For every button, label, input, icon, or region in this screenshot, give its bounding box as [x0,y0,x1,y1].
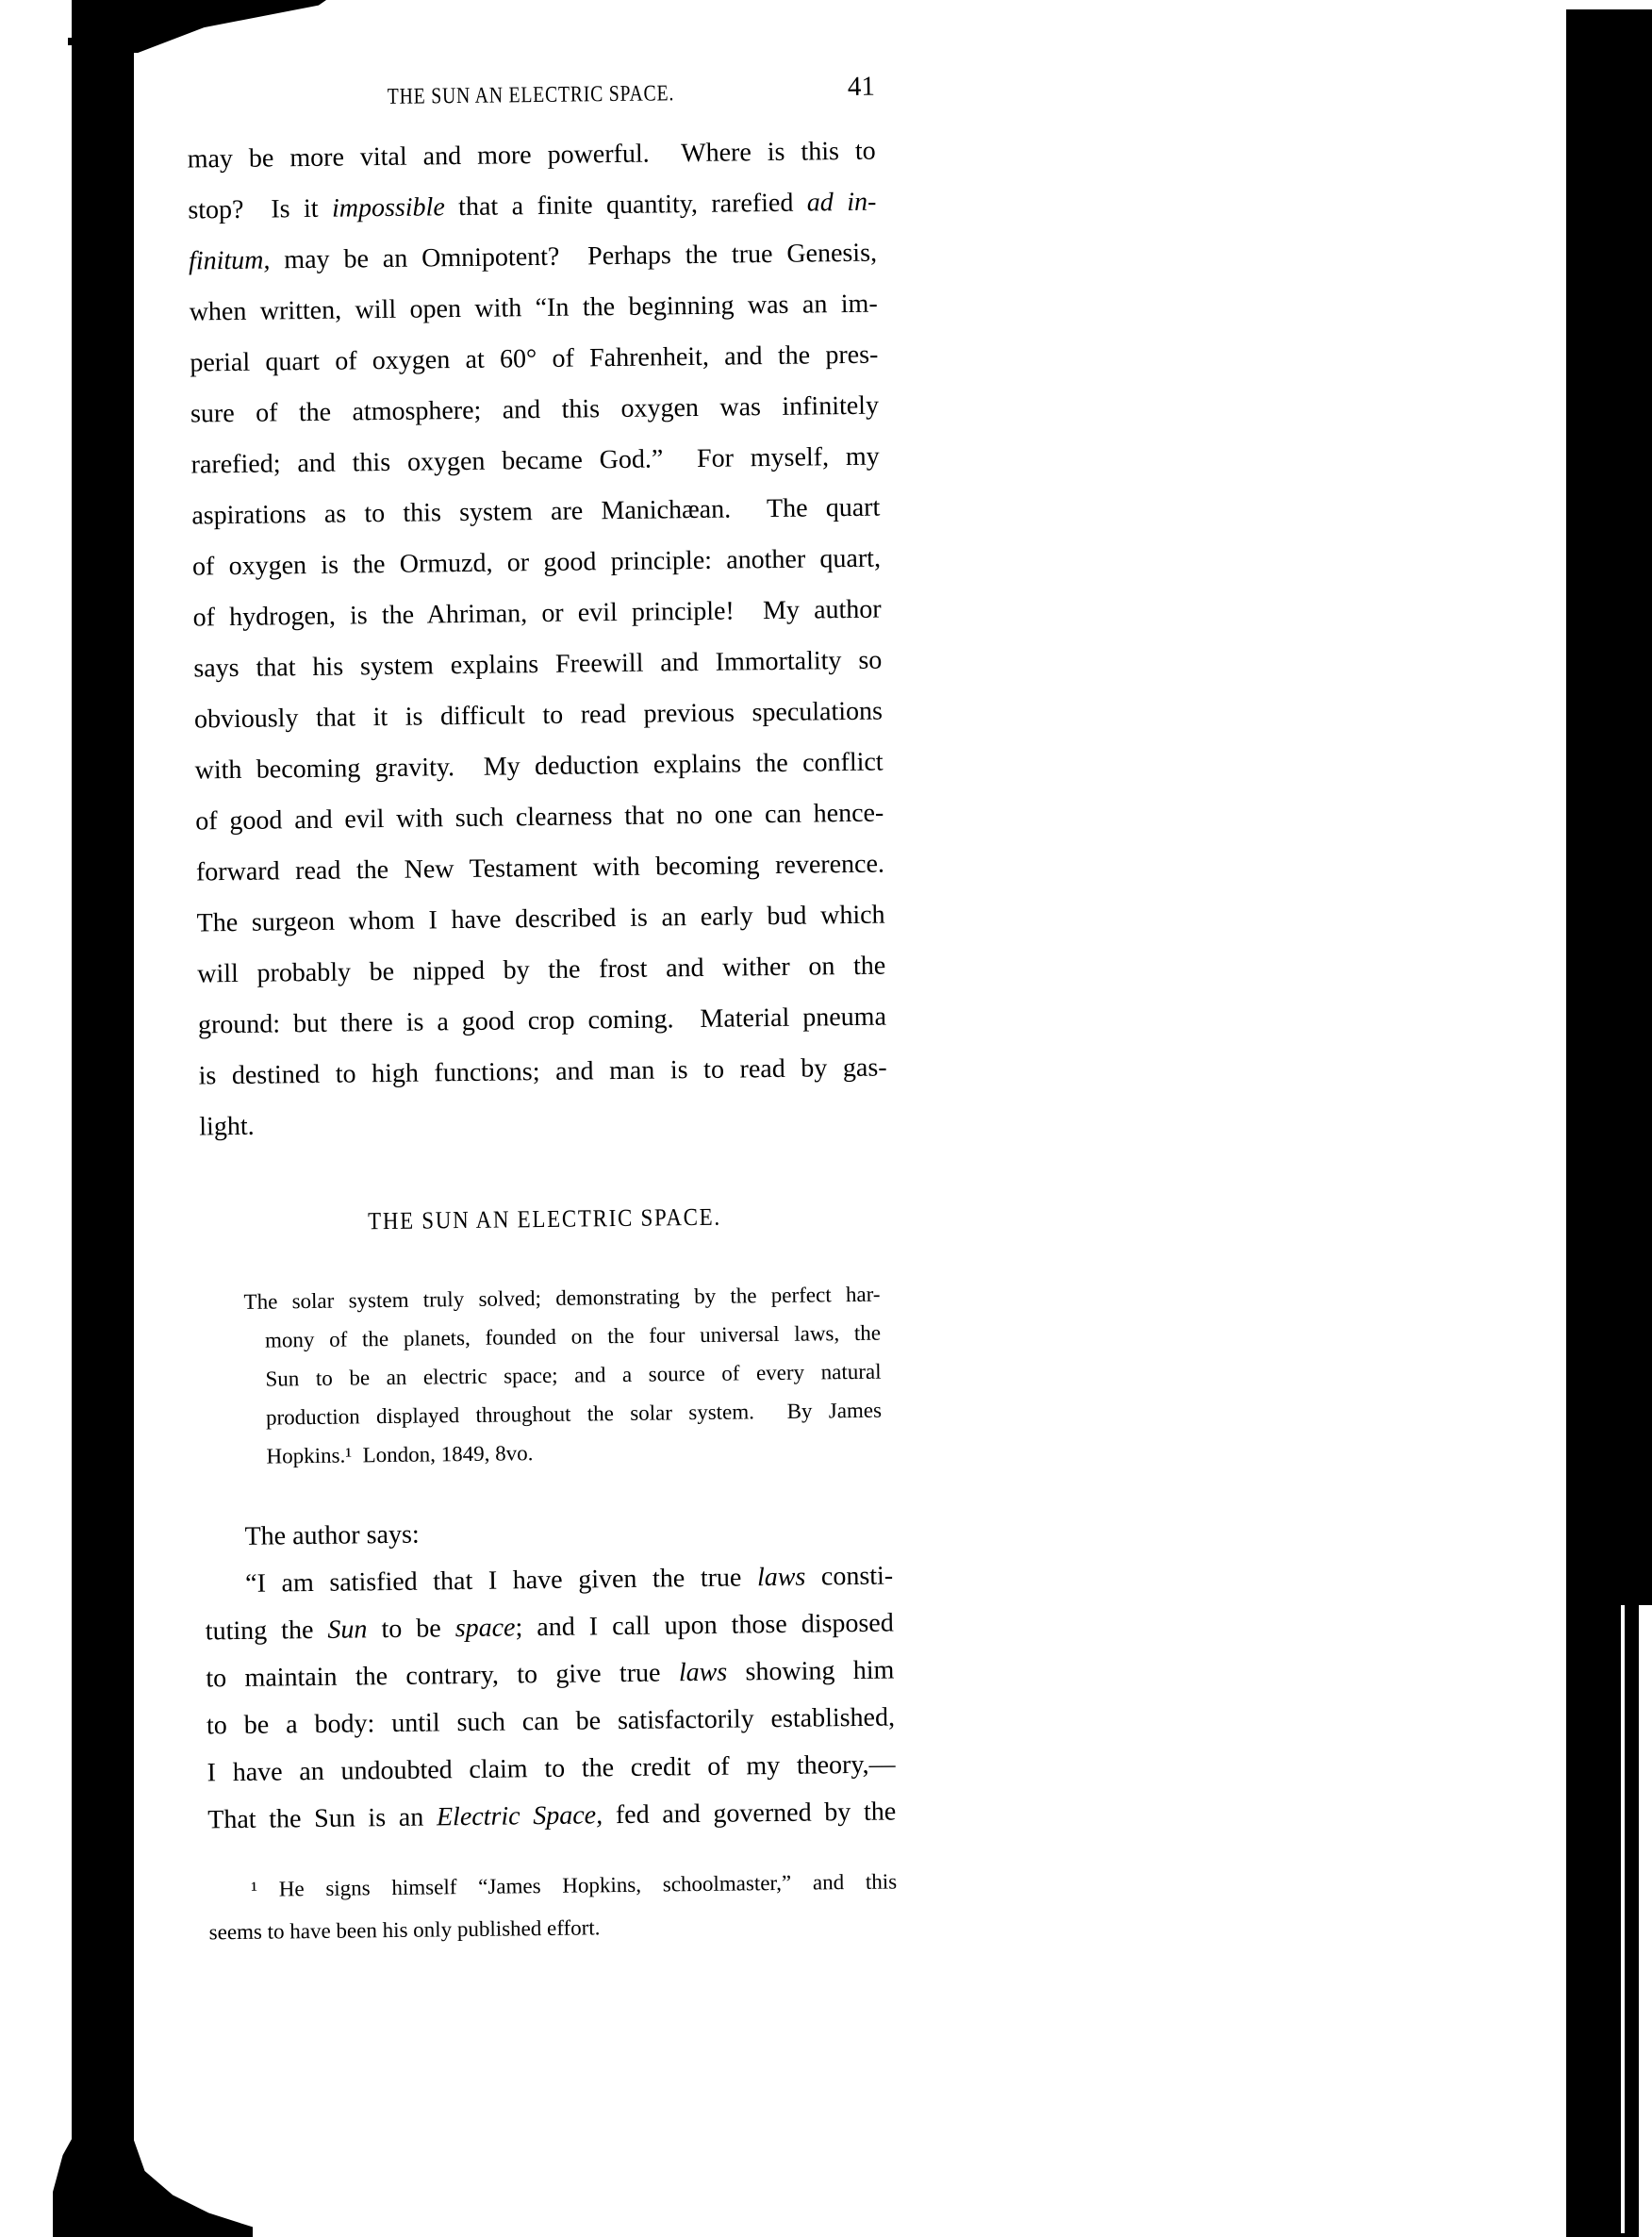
text-line: Sun to be an electric space; and a source of every natural [265,1359,882,1391]
text-line: ground: but there is a good crop coming. Material pneuma [197,1002,887,1040]
footnote [208,1860,898,1953]
text-line: to be a body: until such can be satisfactorily established, [206,1702,896,1741]
text-line: will probably be nipped by the frost and wither on the [197,951,886,989]
text-line: of hydrogen, is the Ahriman, or evil principle! My author [192,594,882,633]
quote-paragraph [205,1552,897,1844]
text-line: rarefied; and this oxygen became God.” For myself, my [190,441,880,480]
scan-page-curl-bottom-left [53,2137,253,2237]
text-line: I have an undoubted claim to the credit of my theory,— [206,1749,896,1788]
text-line: sure of the atmosphere; and this oxygen was infinitely [190,390,880,429]
paragraph-continuation [187,126,887,1153]
text-line: production displayed throughout the solar system. By James [265,1398,883,1430]
scan-edge-strip-gap [1621,1605,1625,2233]
page-number: 41 [847,71,876,102]
bibliographic-note [201,1275,891,1477]
text-line: forward read the New Testament with becoming reverence. [195,849,885,887]
text-line: light. [199,1111,255,1142]
text-line: may be more vital and more powerful. Where is this to [187,136,876,174]
text-line: “I am satisfied that I have given the true laws consti- [245,1561,894,1599]
scan-page-curl-top-left [72,0,326,53]
text-line: Hopkins.¹ London, 1849, 8vo. [266,1441,534,1468]
text-line: The solar system truly solved; demonstrating by the perfect har- [243,1282,881,1314]
text-line: of good and evil with such clearness that no one can hence- [195,798,884,837]
text-line: seems to have been his only published effort. [208,1915,601,1945]
text-line: when written, will open with “In the beginning was an im- [189,289,878,327]
text-line: aspirations as to this system are Manichæan. The quart [191,492,881,531]
section-heading: THE SUN AN ELECTRIC SPACE. [367,1202,722,1235]
text-line: to maintain the contrary, to give true laws showing him [206,1655,895,1694]
text-line: finitum, may be an Omnipotent? Perhaps the true Genesis, [188,238,878,276]
text-line: That the Sun is an Electric Space, fed and governed by the [207,1797,897,1835]
scan-edge-strip-right-upper [1639,9,1652,1605]
text-line: is destined to high functions; and man is to read by gas- [198,1052,887,1091]
running-header: THE SUN AN ELECTRIC SPACE. [387,81,675,109]
text-line: stop? Is it impossible that a finite quantity, rarefied ad in- [188,187,877,225]
text-line: says that his system explains Freewill and Immortality so [193,645,883,684]
text-line: of oxygen is the Ormuzd, or good principle: another quart, [191,543,882,582]
page-content [187,71,898,1954]
text-line: mony of the planets, founded on the four universal laws, the [264,1320,882,1352]
text-line: tuting the Sun to be space; and I call upon those disposed [205,1608,894,1647]
text-line: perial quart of oxygen at 60° of Fahrenheit, and the pres- [190,340,879,378]
scan-speck [68,38,73,45]
author-intro-line: The author says: [244,1519,420,1551]
text-line: ¹ He signs himself “James Hopkins, schoolmaster,” and this [251,1869,898,1901]
text-line: obviously that it is difficult to read previous speculations [193,696,884,735]
text-line: with becoming gravity. My deduction explains the conflict [194,747,884,786]
scan-gutter-shadow-left [72,0,134,2237]
running-header-row [187,71,876,116]
text-line: The surgeon whom I have described is an early bud which [196,900,885,938]
scan-edge-strip-right [1566,9,1639,2237]
